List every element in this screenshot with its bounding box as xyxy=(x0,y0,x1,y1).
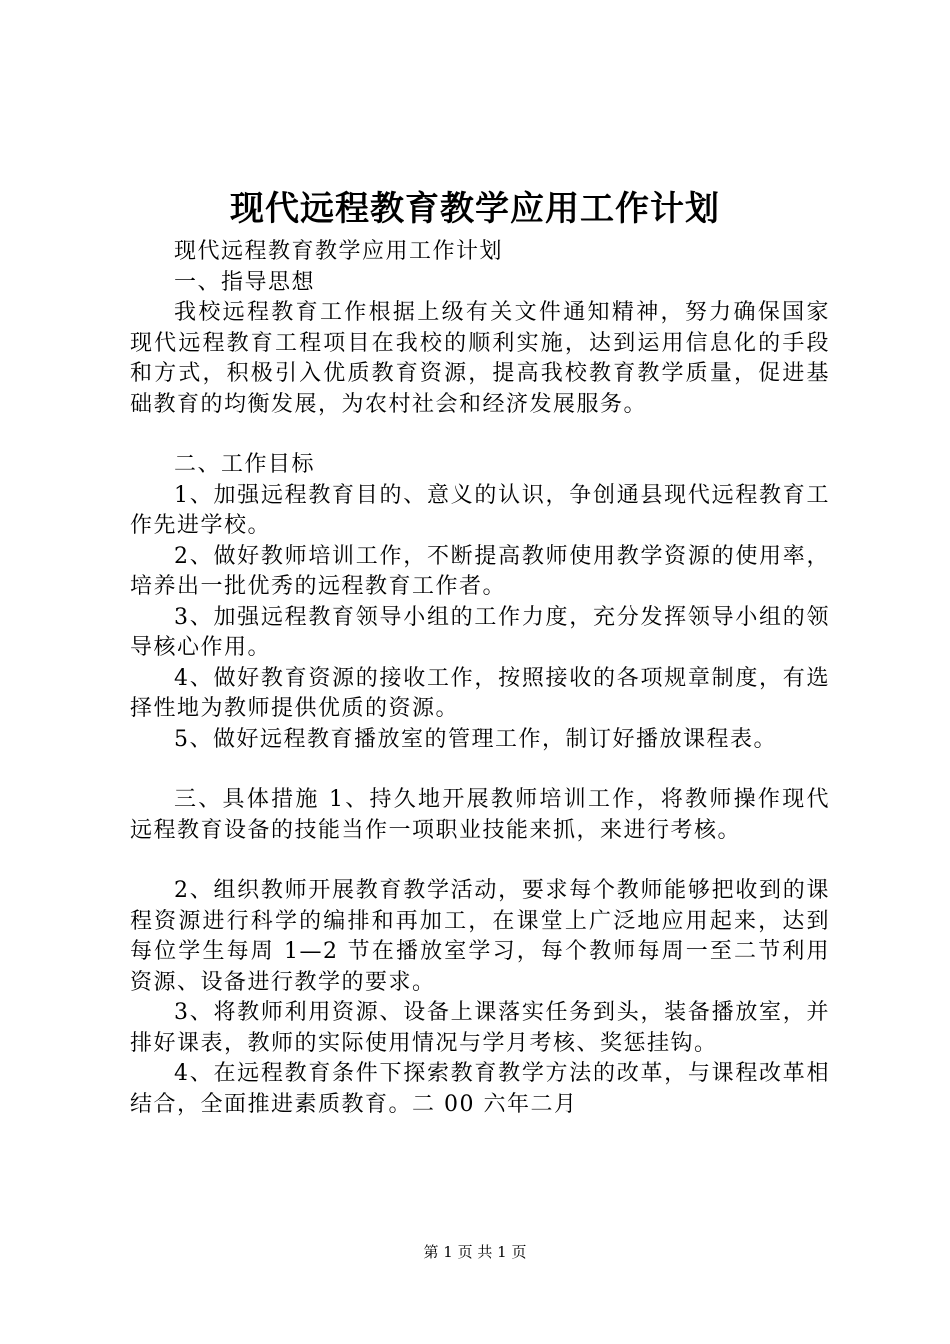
page-footer: 第 1 页 共 1 页 xyxy=(423,1243,527,1261)
paragraph-goal-5: 5、做好远程教育播放室的管理工作，制订好播放课程表。 xyxy=(174,726,777,752)
paragraph-goal-3: 3、加强远程教育领导小组的工作力度，充分发挥领导小组的领导核心作用。 xyxy=(130,604,830,660)
paragraph-goal-1: 1、加强远程教育目的、意义的认识，争创通县现代远程教育工作先进学校。 xyxy=(130,482,830,538)
paragraph-subtitle: 现代远程教育教学应用工作计划 xyxy=(174,239,504,264)
heading-work-goals: 二、工作目标 xyxy=(174,452,316,477)
paragraph-measure-3: 3、将教师利用资源、设备上课落实任务到头，装备播放室，并排好课表，教师的实际使用情况与学月考核、奖惩挂钩。 xyxy=(130,1000,830,1056)
document-body xyxy=(130,237,830,1120)
paragraph-measure-1: 三、具体措施 1、持久地开展教师培训工作，将教师操作现代远程教育设备的技能当作一项职业技能来抓，来进行考核。 xyxy=(130,787,830,843)
heading-guiding-thought: 一、指导思想 xyxy=(174,269,316,295)
paragraph-goal-4: 4、做好教育资源的接收工作，按照接收的各项规章制度，有选择性地为教师提供优质的资源。 xyxy=(130,665,830,721)
paragraph-guiding-thought: 我校远程教育工作根据上级有关文件通知精神，努力确保国家现代远程教育工程项目在我校的顺利实施，达到运用信息化的手段和方式，积极引入优质教育资源，提高我校教育教学质量，促进基础教育的均衡发展，为农村社会和经济发展服务。 xyxy=(130,300,830,417)
paragraph-measure-4: 4、在远程教育条件下探索教育教学方法的改革，与课程改革相结合，全面推进素质教育。二 00 六年二月 xyxy=(130,1061,830,1117)
document-title: 现代远程教育教学应用工作计划 xyxy=(230,189,720,229)
paragraph-goal-2: 2、做好教师培训工作，不断提高教师使用教学资源的使用率，培养出一批优秀的远程教育工作者。 xyxy=(130,543,830,599)
paragraph-measure-2: 2、组织教师开展教育教学活动，要求每个教师能够把收到的课程资源进行科学的编排和再加工，在课堂上广泛地应用起来，达到每位学生每周 1—2 节在播放室学习，每个教师每周一至二节利用资源、设备进行教学的要求。 xyxy=(130,878,830,995)
